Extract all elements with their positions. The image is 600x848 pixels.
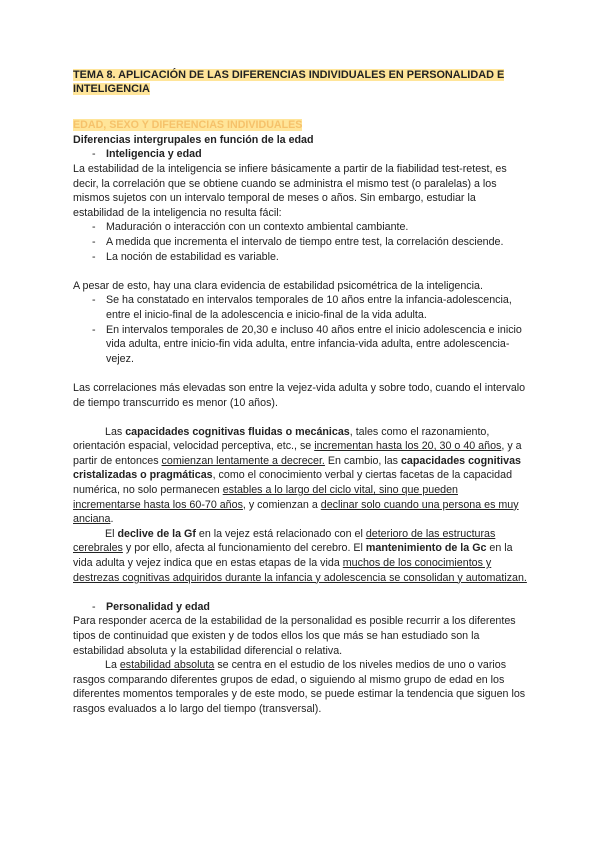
list-item: - La noción de estabilidad es variable. <box>92 250 279 263</box>
intelligence-heading: - Inteligencia y edad <box>92 148 202 161</box>
paragraph: A pesar de esto, hay una clara evidencia de estabilidad psicométrica de la inteligencia. <box>73 279 483 292</box>
paragraph: Para responder acerca de la estabilidad de la personalidad es posible recurrir a los diferentes tipos de continuidad que existen y de todos ellos los que más se han estudiado son la estabilidad absoluta y la estabilidad diferencial o relativa. <box>73 615 516 657</box>
personality-heading: - Personalidad y edad <box>92 600 210 613</box>
list-item: - En intervalos temporales de 20,30 e incluso 40 años entre el inicio adolescencia e inicio vida adulta, entre inicio-fin vida adulta, entre infancia-vida adulta, entre adolescencia-vejez. <box>92 323 522 365</box>
list-item: - A medida que incrementa el intervalo de tiempo entre test, la correlación desciende. <box>92 235 504 248</box>
paragraph-fluid-crystallized: Las capacidades cognitivas fluidas o mecánicas, tales como el razonamiento, orientación espacial, velocidad perceptiva, etc., se incrementan hasta los 20, 30 o 40 años, y a partir de entonces comienzan lentamente a decrecer. En cambio, las capacidades cognitivas cristalizadas o pragmáticas, como el conocimiento verbal y ciertas facetas de la capacidad numérica, no solo permanecen estables a lo largo del ciclo vital, sino que pueden incrementarse hasta los 60-70 años, y comienzan a declinar solo cuando una persona es muy anciana. <box>73 425 522 526</box>
section-heading: EDAD, SEXO Y DIFERENCIAS INDIVIDUALES <box>73 118 303 131</box>
document-page <box>73 68 528 717</box>
subsection-heading: Diferencias intergrupales en función de la edad <box>73 133 314 146</box>
paragraph-absolute-stability: La estabilidad absoluta se centra en el estudio de los niveles medios de uno o varios rasgos comparando diferentes grupos de edad, o siguiendo al mismo grupo de edad en los diferentes momentos temporales y de este modo, se puede estimar la tendencia que siguen los rasgos evaluados a lo largo del tiempo (transversal). <box>73 659 526 715</box>
list-item: - Se ha constatado en intervalos temporales de 10 años entre la infancia-adolescencia, entre el inicio-final de la adolescencia e inicio-final de la vida adulta. <box>92 294 512 321</box>
list-item: - Maduración o interacción con un contexto ambiental cambiante. <box>92 221 409 234</box>
paragraph: Las correlaciones más elevadas son entre la vejez-vida adulta y sobre todo, cuando el intervalo de tiempo transcurrido es menor (10 años). <box>73 381 526 409</box>
paragraph: La estabilidad de la inteligencia se infiere básicamente a partir de la fiabilidad test-retest, es decir, la correlación que se obtiene cuando se administra el mismo test (o paralelas) a los mismos sujetos con un intervalo temporal de meses o años. Sin embargo, estudiar la estabilidad de la inteligencia no resulta fácil: <box>73 163 507 219</box>
document-title: TEMA 8. APLICACIÓN DE LAS DIFERENCIAS INDIVIDUALES EN PERSONALIDAD E INTELIGENCIA <box>73 69 505 96</box>
paragraph-decline: El declive de la Gf en la vejez está relacionado con el deterioro de las estructuras cerebrales y por ello, afecta al funcionamiento del cerebro. El mantenimiento de la Gc en la vida adulta y vejez indica que en estas etapas de la vida muchos de los conocimientos y destrezas cognitivas adquiridos durante la infancia y adolescencia se consolidan y automatizan. <box>73 527 527 584</box>
